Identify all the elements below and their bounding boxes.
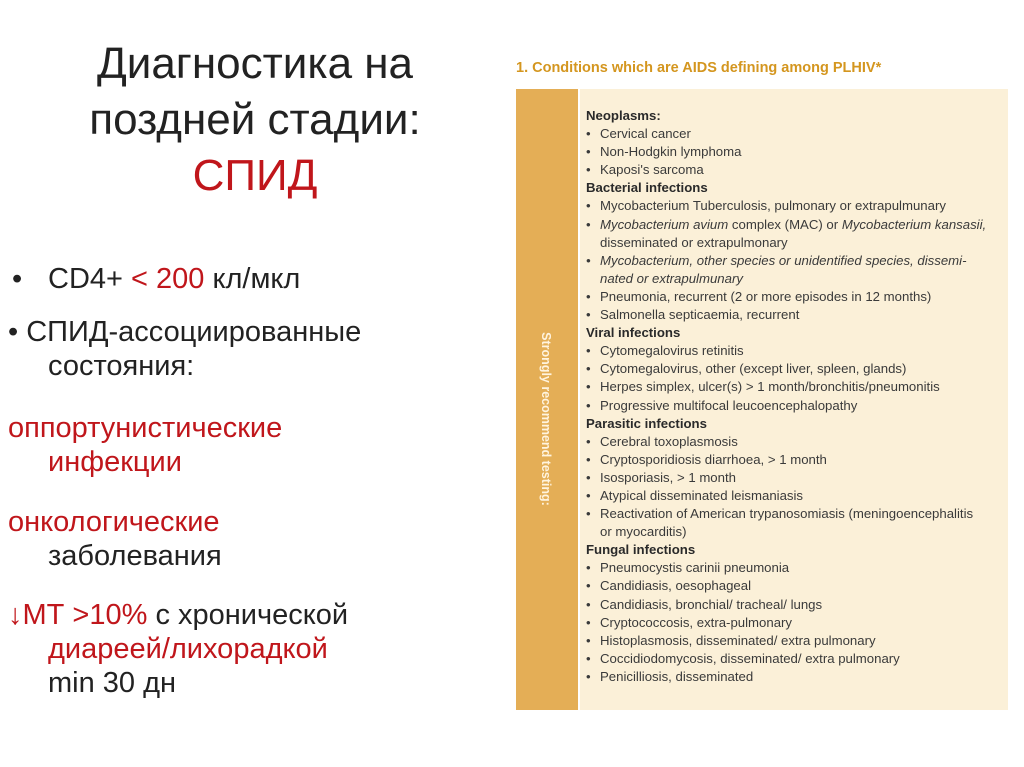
list-item: • Cervical cancer (586, 125, 1006, 143)
weight-loss-text: с хронической (147, 599, 349, 631)
aids-associated-line-2: состояния: (48, 350, 195, 382)
list-item (586, 216, 1006, 234)
oncologic-line-2: заболевания (48, 540, 222, 572)
list-item: • Atypical disseminated leismaniasis (586, 487, 1006, 505)
weight-loss (8, 598, 348, 700)
list-item: • Salmonella septicaemia, recurrent (586, 306, 1006, 324)
aids-conditions-panel (512, 56, 1008, 710)
category-neoplasms: Neoplasms: (586, 108, 661, 123)
weight-loss-line-3: min 30 дн (48, 667, 177, 699)
category-viral: Viral infections (586, 325, 681, 341)
list-item: • Cytomegalovirus, other (except liver, spleen, glands) (586, 360, 1006, 378)
list-item: • Progressive multifocal leucoencephalopathy (586, 397, 1006, 415)
list-item: • Cryptococcosis, extra-pulmonary (586, 614, 1006, 632)
oncologic-line-1: онкологические (8, 506, 220, 538)
list-item: • Histoplasmosis, disseminated/ extra pulmonary (586, 632, 1006, 650)
list-item: • Cerebral toxoplasmosis (586, 433, 1006, 451)
cd4-unit: кл/мкл (204, 263, 301, 295)
list-item: • Candidiasis, bronchial/ tracheal/ lungs (586, 596, 1006, 614)
list-item: • Penicilliosis, disseminated (586, 668, 1006, 686)
list-item: • Kaposi's sarcoma (586, 161, 1006, 179)
list-item: • Herpes simplex, ulcer(s) > 1 month/bronchitis/pneumonitis (586, 378, 1006, 396)
opportunistic-line-1: оппортунистические (8, 412, 283, 444)
aids-associated-line-1: • СПИД-ассоциированные (8, 316, 362, 348)
list-item: • Mycobacterium Tuberculosis, pulmonary or extrapulmunary (586, 197, 1006, 215)
oncologic-diseases (8, 505, 222, 573)
sidebar-label: Strongly recommend testing: (539, 332, 553, 506)
list-item: • Cytomegalovirus retinitis (586, 342, 1006, 360)
title-line-1: Диагностика на (96, 39, 414, 88)
bullet-marker: • (12, 263, 23, 295)
title-line-2: поздней стадии: (89, 95, 421, 144)
list-item: • Reactivation of American trypanosomiasis (meningoencephalitis (586, 505, 1006, 523)
list-item: • Pneumocystis carinii pneumonia (586, 559, 1006, 577)
list-item-continued: disseminated or extrapulmonary (600, 234, 788, 250)
list-item: • Pneumonia, recurrent (2 or more episodes in 12 months) (586, 288, 1006, 306)
slide-title (40, 36, 470, 204)
title-line-3-aids: СПИД (192, 151, 318, 200)
cd4-threshold: < 200 (131, 263, 205, 295)
list-item: • Candidiasis, oesophageal (586, 577, 1006, 595)
list-item: • Non-Hodgkin lymphoma (586, 143, 1006, 161)
item-part: Mycobacterium avium (600, 216, 729, 232)
item-part: complex (MAC) or (728, 216, 842, 232)
bullet-aids-associated (8, 315, 361, 383)
category-fungal: Fungal infections (586, 542, 696, 558)
opportunistic-infections (8, 411, 282, 479)
category-bacterial: Bacterial infections (586, 180, 708, 196)
panel-sidebar (516, 89, 578, 710)
panel-heading: 1. Conditions which are AIDS defining among PLHIV* (516, 60, 882, 76)
down-arrow-icon: ↓ (8, 599, 23, 631)
item-part: Mycobacterium kansasii, (841, 216, 987, 232)
conditions-list (586, 107, 1006, 686)
weight-loss-value: МТ >10% (22, 599, 148, 631)
list-item-continued: or myocarditis) (600, 524, 687, 540)
cd4-prefix: CD4+ (48, 263, 132, 295)
list-item: • Cryptosporidiosis diarrhoea, > 1 month (586, 451, 1006, 469)
list-item-continued: nated or extrapulmunary (600, 270, 743, 286)
list-item: • Coccidiodomycosis, disseminated/ extra pulmonary (586, 650, 1006, 668)
list-item: • Isosporiasis, > 1 month (586, 469, 1006, 487)
weight-loss-line-2: диареей/лихорадкой (48, 633, 328, 665)
list-item: • Mycobacterium, other species or unidentified species, dissemi- (586, 252, 1006, 270)
category-parasitic: Parasitic infections (586, 415, 707, 431)
opportunistic-line-2: инфекции (48, 446, 182, 478)
